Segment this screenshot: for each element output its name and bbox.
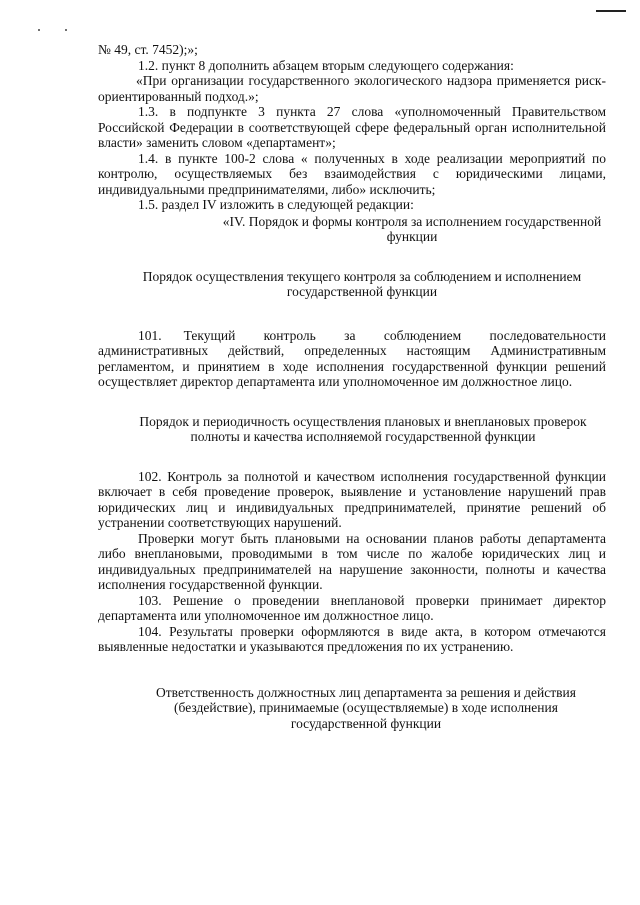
paragraph-103: 103. Решение о проведении внеплановой проверки принимает директор департамента или уполномоченное им должностное лицо. (98, 592, 606, 623)
item-1-5: 1.5. раздел IV изложить в следующей редакции: (138, 197, 414, 212)
section-iv-title: «IV. Порядок и формы контроля за исполнением государственной функции (222, 213, 602, 244)
paragraph-checks: Проверки могут быть плановыми на основании планов работы департамента либо внеплановыми, проводимыми в том числе по жалобе юридических лиц и индивидуальных предпринимателей на нарушение законности, полноты и качества исполнения государственной функции. (98, 530, 606, 592)
paragraph-104: 104. Результаты проверки оформляются в виде акта, в котором отмечаются выявленные недостатки и указываются предложения по их устранению. (98, 623, 606, 654)
paragraph-101 (98, 328, 606, 390)
item-1-3: 1.3. в подпункте 3 пункта 27 слова «уполномоченный Правительством Российской Федерации в соответствующей сфере федеральный орган исполнительной власти» заменить словом «департамент»; (98, 104, 606, 150)
top-edge-mark (596, 10, 626, 12)
heading-inspections: Порядок и периодичность осуществления плановых и внеплановых проверок полноты и качества исполняемой государственной функции (139, 413, 587, 444)
item-1-2-quote: «При организации государственного экологического надзора применяется риск-ориентированный подход.»; (98, 73, 606, 104)
item-1-4: 1.4. в пункте 100-2 слова « полученных в ходе реализации мероприятий по контролю, осуществляемых без взаимодействия с юридическими лицами, индивидуальными предпринимателями, либо» исключить; (98, 150, 606, 197)
line-citation: № 49, ст. 7452);»; (98, 42, 198, 57)
heading-responsibility: Ответственность должностных лиц департамента за решения и действия (бездействие), принимаемые (осуществляемые) в ходе исполнения государственной функции (156, 684, 576, 731)
scan-specks (38, 29, 78, 33)
document-body (98, 42, 606, 731)
paragraph-102: 102. Контроль за полнотой и качеством исполнения государственной функции включает в себя проведение проверок, выявление и установление нарушений прав юридических лиц и индивидуальных предпринимателей, принятие решений об устранении соответствующих нарушений. (98, 468, 606, 530)
paragraph-101-text: Текущий контроль за соблюдением последовательности административных действий, определенных настоящим Административным регламентом, и принятием в ходе исполнения государственной функции решений осуществляет директор департамента или уполномоченное им должностное лицо. (98, 327, 606, 389)
item-1-2: 1.2. пункт 8 дополнить абзацем вторым следующего содержания: (138, 57, 514, 73)
heading-current-control: Порядок осуществления текущего контроля за соблюдением и исполнением государственной функции (142, 268, 582, 299)
paragraph-101-number: 101. (138, 327, 162, 343)
